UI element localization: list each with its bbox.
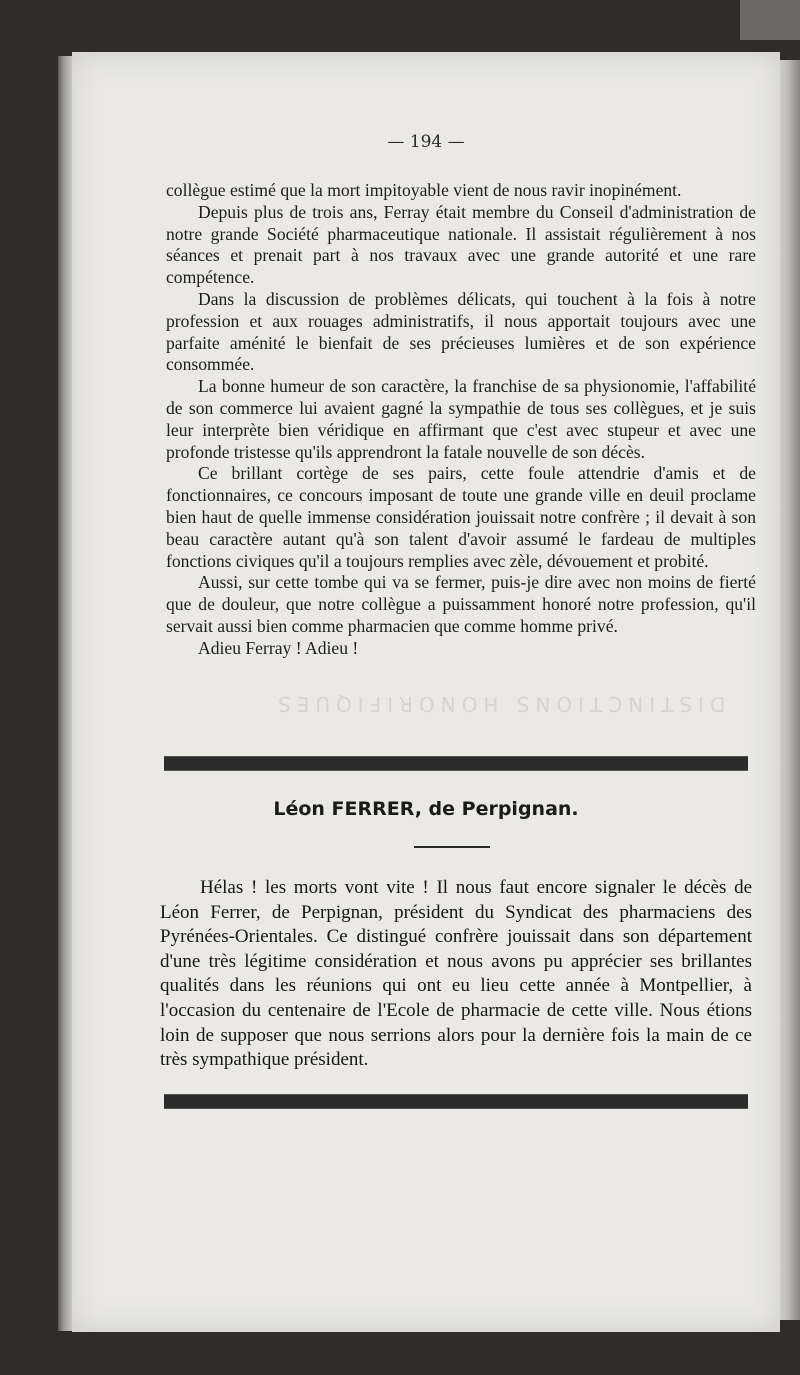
- obituary-continued: [166, 180, 756, 660]
- closing-line: Adieu Ferray ! Adieu !: [198, 637, 359, 658]
- book-page: [72, 52, 780, 1332]
- scan-background: [740, 0, 800, 40]
- paragraph: Ce brillant cortège de ses pairs, cette foule attendrie d'amis et de fonctionnaires, ce concours imposant de toute une grande ville en deuil proclame bien haut de quelle immense considération jouissait notre confrère ; il devait à son beau caractère autant qu'à son talent d'avoir assumé le fardeau de multiples fonctions civiques qu'il a toujours remplies avec zèle, dévouement et probité.: [166, 463, 756, 571]
- notice-body: [160, 876, 752, 1073]
- bleed-through-text: DISTINCTIONS HONORIFIQUES: [272, 692, 726, 716]
- paragraph: Hélas ! les morts vont vite ! Il nous faut encore signaler le décès de Léon Ferrer, de Perpignan, président du Syndicat des pharmaciens des Pyrénées-Orientales. Ce distingué confrère jouissait dans son département d'une très légitime considération et nous avons pu apprécier ses brillantes qualités dans les réunions qui ont eu lieu cette année à Montpellier, à l'occasion du centenaire de l'Ecole de pharmacie de cette ville. Nous étions loin de supposer que nous serrions alors pour la dernière fois la main de ce très sympathique président.: [160, 877, 752, 1071]
- paragraph: Depuis plus de trois ans, Ferray était membre du Conseil d'administration de notre grande Société pharmaceutique nationale. Il assistait régulièrement à nos séances et prenait part à nos travaux avec une grande autorité et une rare compétence.: [166, 201, 756, 288]
- heading-underline: [414, 846, 490, 848]
- notice-heading: Léon FERRER, de Perpignan.: [273, 798, 579, 820]
- section-divider: [164, 1094, 748, 1109]
- section-divider: [164, 756, 748, 771]
- paragraph: La bonne humeur de son caractère, la franchise de sa physionomie, l'affabilité de son commerce lui avaient gagné la sympathie de tous ses collègues, et je suis leur interprète bien véridique en affirmant que c'est avec stupeur et avec une profonde tristesse qu'ils apprendront la fatale nouvelle de son décès.: [166, 376, 756, 462]
- page-number: — 194 —: [387, 132, 465, 152]
- paragraph: collègue estimé que la mort impitoyable vient de nous ravir inopinément.: [166, 180, 682, 200]
- page-left-edge: [58, 56, 72, 1331]
- paragraph: Aussi, sur cette tombe qui va se fermer, puis-je dire avec non moins de fierté que de douleur, que notre collègue a puissamment honoré notre profession, qu'il servait aussi bien comme pharmacien que comme homme privé.: [166, 572, 756, 636]
- paragraph: Dans la discussion de problèmes délicats, qui touchent à la fois à notre profession et aux rouages administratifs, il nous apportait toujours avec une parfaite aménité le bienfait de ses précieuses lumières et de son expérience consommée.: [166, 288, 756, 375]
